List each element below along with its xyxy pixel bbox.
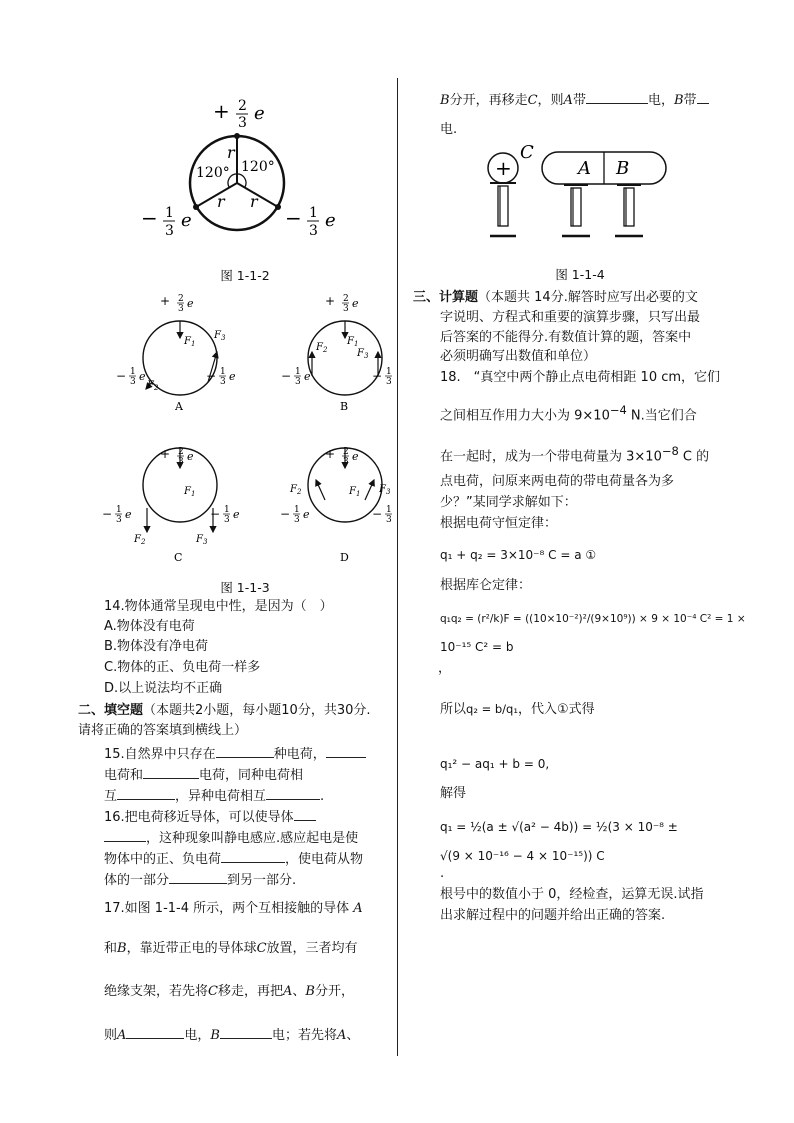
svg-text:+: + bbox=[325, 294, 336, 308]
q16-line3: 物体中的正、负电荷 ，使电荷从物 bbox=[104, 849, 363, 869]
answer-blank[interactable] bbox=[294, 807, 316, 821]
svg-text:e: e bbox=[125, 508, 132, 521]
section-3-line4: 必须明确写出数值和单位） bbox=[440, 349, 597, 364]
force-label: $F_2$ bbox=[147, 380, 159, 392]
section-2-note: （本题共2小题，每小题10分，共30分. bbox=[143, 703, 371, 718]
figure-1-1-2 bbox=[135, 95, 345, 245]
svg-text:F2: $F_2$ bbox=[290, 484, 302, 496]
figure-1-1-3 bbox=[100, 290, 400, 580]
q17-line1: 17.如图 1-1-4 所示，两个互相接触的导体 A bbox=[104, 901, 363, 916]
force-label: $F_1$ bbox=[184, 336, 196, 348]
answer-blank[interactable] bbox=[143, 765, 199, 779]
svg-text:e: e bbox=[187, 450, 194, 463]
svg-text:1: 1 bbox=[294, 505, 300, 515]
diagram-c bbox=[102, 447, 240, 564]
q17-cont-line2: 电. bbox=[440, 122, 458, 137]
force-label: $F_3$ bbox=[214, 330, 226, 342]
svg-text:F2: $F_2$ bbox=[134, 534, 146, 546]
charge-top-den: 3 bbox=[238, 115, 247, 131]
svg-text:3: 3 bbox=[343, 457, 349, 467]
q15-line1: 15.自然界中只存在 种电荷， bbox=[104, 744, 366, 764]
q14-option-b[interactable]: B.物体没有净电荷 bbox=[104, 639, 209, 654]
svg-text:−: − bbox=[206, 369, 217, 383]
section-3-title: 三、计算题 bbox=[413, 290, 479, 305]
svg-text:1: 1 bbox=[220, 367, 226, 377]
section-3-line2: 字说明、方程式和重要的演算步骤，只写出最 bbox=[440, 310, 701, 325]
svg-text:F3: $F_3$ bbox=[196, 534, 208, 546]
q17-line3: 绝缘支架，若先将C移走，再把A、B分开， bbox=[104, 984, 354, 999]
svg-text:−: − bbox=[280, 507, 291, 521]
figure-1-1-4 bbox=[482, 142, 674, 242]
answer-blank[interactable] bbox=[117, 786, 175, 800]
svg-text:−: − bbox=[281, 369, 292, 383]
q18-line2: 之间相互作用力大小为 $9\times 10^{-4}$ N.当它们合 bbox=[440, 403, 697, 424]
diagram-label: D bbox=[340, 551, 349, 564]
caption-fig-1-1-4: 图 1-1-4 bbox=[555, 267, 605, 282]
svg-text:F2: $F_2$ bbox=[316, 342, 328, 354]
svg-text:−: − bbox=[102, 507, 113, 521]
svg-text:+: + bbox=[160, 447, 171, 461]
q15-line3: 互 ，异种电荷相互 . bbox=[104, 786, 324, 806]
charge-right-den: 3 bbox=[309, 223, 318, 239]
diagram-label: C bbox=[174, 551, 183, 564]
svg-text:1: 1 bbox=[116, 505, 122, 515]
svg-text:3: 3 bbox=[178, 304, 184, 314]
svg-text:3: 3 bbox=[386, 515, 392, 525]
answer-blank[interactable] bbox=[586, 90, 648, 104]
section-2-note-2: 请将正确的答案填到横线上） bbox=[78, 723, 248, 738]
q17-line2: 和B，靠近带正电的导体球C放置，三者均有 bbox=[104, 941, 358, 956]
svg-text:2: 2 bbox=[343, 447, 349, 457]
q18-line7: 根据库仑定律： bbox=[440, 578, 532, 593]
svg-text:F3: $F_3$ bbox=[379, 484, 391, 496]
answer-blank[interactable] bbox=[266, 786, 320, 800]
equation-3: q₁² − aq₁ + b = 0, bbox=[440, 757, 550, 771]
q18-line8: 所以q₂ = b/q₁，代入①式得 bbox=[440, 702, 595, 717]
svg-text:1: 1 bbox=[386, 367, 392, 377]
answer-blank[interactable] bbox=[220, 1025, 272, 1039]
charge-left-e: e bbox=[181, 210, 192, 231]
charge-top-num: 2 bbox=[238, 98, 247, 114]
charge-right-sign: − bbox=[285, 206, 302, 230]
answer-blank[interactable] bbox=[126, 1025, 184, 1039]
svg-text:−: − bbox=[210, 507, 221, 521]
equation-q2: q₂ = b/q₁ bbox=[466, 702, 518, 716]
label-b: B bbox=[616, 158, 630, 179]
charge-top-dot bbox=[234, 133, 240, 139]
r-label-right: r bbox=[250, 192, 258, 211]
q18-line9: 解得 bbox=[440, 786, 467, 801]
svg-text:e: e bbox=[304, 370, 311, 383]
diagram-label: B bbox=[340, 400, 349, 413]
angle-label-left: 120° bbox=[196, 165, 230, 181]
svg-text:3: 3 bbox=[116, 515, 122, 525]
svg-text:3: 3 bbox=[224, 515, 230, 525]
equation-4a: q₁ = ½(a ± √(a² − 4b)) = ½(3 × 10⁻⁸ ± bbox=[440, 820, 678, 834]
svg-text:e: e bbox=[303, 508, 310, 521]
caption-fig-1-1-2: 图 1-1-2 bbox=[220, 268, 270, 283]
comma: ， bbox=[438, 661, 452, 676]
svg-text:e: e bbox=[233, 508, 240, 521]
q16-line4: 体的一部分 到另一部分. bbox=[104, 870, 296, 890]
charge-right-dot bbox=[275, 204, 281, 210]
section-2-heading bbox=[78, 702, 371, 720]
section-2-title: 二、填空题 bbox=[78, 703, 144, 718]
svg-text:1: 1 bbox=[224, 505, 230, 515]
svg-text:F3: $F_3$ bbox=[357, 348, 369, 360]
section-3-line1: 三、计算题（本题共 14分.解答时应写出必要的文 bbox=[413, 290, 698, 305]
svg-text:1: 1 bbox=[295, 367, 301, 377]
q18-line6: 根据电荷守恒定律： bbox=[440, 516, 558, 531]
svg-text:e: e bbox=[352, 450, 359, 463]
svg-text:3: 3 bbox=[386, 377, 392, 387]
charge-top-e: e bbox=[254, 103, 265, 124]
svg-text:2: 2 bbox=[178, 294, 184, 304]
svg-text:2: 2 bbox=[178, 447, 184, 457]
q14-option-d[interactable]: D.以上说法均不正确 bbox=[104, 681, 223, 696]
svg-text:3: 3 bbox=[295, 377, 301, 387]
svg-text:F1: $F_1$ bbox=[184, 486, 196, 498]
diagram-b bbox=[281, 294, 392, 413]
q18-line1: 18. “真空中两个静止点电荷相距 10 cm，它们 bbox=[440, 370, 721, 385]
svg-text:3: 3 bbox=[343, 304, 349, 314]
charge-left-dot bbox=[193, 204, 199, 210]
q14-stem: 14.物体通常呈现电中性，是因为（ ） bbox=[104, 599, 333, 614]
q18-line10: 根号中的数值小于 0，经检查，运算无误.试指 bbox=[440, 887, 704, 902]
answer-blank[interactable] bbox=[169, 870, 227, 884]
q14-option-a[interactable]: A.物体没有电荷 bbox=[104, 619, 195, 634]
r-label-left: r bbox=[217, 192, 225, 211]
answer-blank[interactable] bbox=[104, 828, 146, 842]
q15-line2: 电荷和 电荷，同种电荷相 bbox=[104, 765, 303, 785]
equation-2b: 10⁻¹⁵ C² = b bbox=[440, 640, 514, 654]
angle-label-right: 120° bbox=[241, 159, 275, 175]
charge-left-den: 3 bbox=[165, 223, 174, 239]
svg-text:e: e bbox=[187, 297, 194, 310]
diagram-a bbox=[116, 294, 236, 413]
svg-text:3: 3 bbox=[294, 515, 300, 525]
svg-text:e: e bbox=[352, 297, 359, 310]
label-a: A bbox=[578, 158, 591, 179]
q16-line1: 16.把电荷移近导体，可以使导体 bbox=[104, 807, 316, 827]
equation-2a: q₁q₂ = (r²/k)F = ((10×10⁻²)²/(9×10⁹)) × 9 × 10⁻⁴ C² = 1 × bbox=[440, 613, 746, 625]
diagram-label: A bbox=[175, 400, 183, 413]
answer-blank[interactable] bbox=[221, 849, 285, 863]
q16-line2: ，这种现象叫静电感应.感应起电是使 bbox=[104, 828, 358, 848]
charge-left-num: 1 bbox=[165, 205, 174, 221]
answer-blank[interactable] bbox=[216, 744, 274, 758]
svg-text:1: 1 bbox=[386, 505, 392, 515]
svg-text:+: + bbox=[160, 294, 171, 308]
equation-1: q₁ + q₂ = 3×10⁻⁸ C = a ① bbox=[440, 548, 597, 562]
plus-sign: + bbox=[495, 156, 512, 180]
label-c: C bbox=[520, 142, 534, 163]
charge-left-sign: − bbox=[141, 206, 158, 230]
answer-blank[interactable] bbox=[697, 90, 709, 104]
charge-right-num: 1 bbox=[309, 205, 318, 221]
svg-text:−: − bbox=[372, 507, 383, 521]
q18-line4: 点电荷，问原来两电荷的带电荷量各为多 bbox=[440, 474, 675, 489]
svg-text:e: e bbox=[229, 370, 236, 383]
q17-line4: 则A 电，B 电；若先将A、 bbox=[104, 1025, 359, 1045]
section-3-line3: 后答案的不能得分.有数值计算的题，答案中 bbox=[440, 330, 692, 345]
diagram-d bbox=[280, 447, 392, 564]
q18-line3: 在一起时，成为一个带电荷量为 $3\times 10^{-8}$ C 的 bbox=[440, 444, 710, 465]
svg-text:−: − bbox=[116, 369, 127, 383]
svg-text:e: e bbox=[139, 370, 146, 383]
q17-cont-line1: B分开，再移走C，则A带 电，B带 bbox=[440, 90, 709, 110]
svg-text:3: 3 bbox=[130, 377, 136, 387]
svg-text:F1: $F_1$ bbox=[347, 336, 359, 348]
period: . bbox=[440, 866, 445, 881]
svg-text:1: 1 bbox=[130, 367, 136, 377]
svg-text:F1: $F_1$ bbox=[349, 486, 361, 498]
charge-right-e: e bbox=[325, 210, 336, 231]
equation-4b: √(9 × 10⁻¹⁶ − 4 × 10⁻¹⁵)) C bbox=[440, 849, 605, 863]
svg-text:3: 3 bbox=[178, 457, 184, 467]
caption-fig-1-1-3: 图 1-1-3 bbox=[220, 580, 270, 595]
charge-top-sign: + bbox=[213, 99, 230, 123]
q18-line5: 少？”某同学求解如下： bbox=[440, 495, 577, 510]
svg-text:+: + bbox=[325, 447, 336, 461]
svg-text:−: − bbox=[372, 369, 383, 383]
svg-text:2: 2 bbox=[343, 294, 349, 304]
answer-blank[interactable] bbox=[326, 744, 366, 758]
svg-text:3: 3 bbox=[220, 377, 226, 387]
r-label-top: r bbox=[227, 143, 235, 162]
q18-line11: 出求解过程中的问题并给出正确的答案. bbox=[440, 908, 666, 923]
q14-option-c[interactable]: C.物体的正、负电荷一样多 bbox=[104, 660, 261, 675]
